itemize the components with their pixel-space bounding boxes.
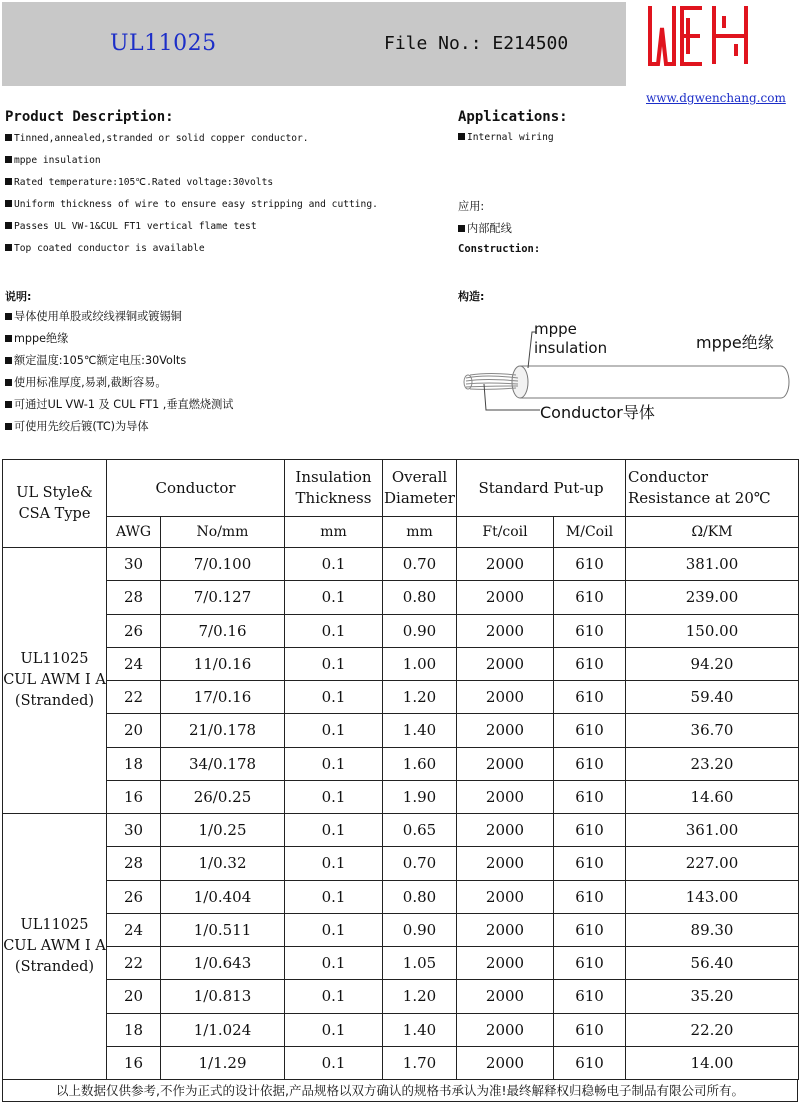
insulation-cell: 0.1 [285,681,383,714]
list-item: Tinned,annealed,stranded or solid copper conductor. [5,131,378,153]
insulation-cell: 0.1 [285,647,383,680]
resistance-cell: 94.20 [626,647,799,680]
conductor-label: Conductor导体 [540,403,655,422]
strand-cell: 1/1.29 [161,1046,285,1079]
bullet-icon [458,225,465,232]
ft-coil-cell: 2000 [457,714,554,747]
strand-cell: 1/0.32 [161,847,285,880]
m-coil-cell: 610 [554,714,626,747]
table-row [3,548,799,581]
product-description-title: Product Description: [5,109,174,125]
awg-cell: 16 [107,780,161,813]
bullet-icon [5,313,12,320]
awg-cell: 30 [107,814,161,847]
wire-construction-diagram [456,318,796,428]
m-coil-cell: 610 [554,913,626,946]
bullet-icon [5,200,12,207]
ins-unit: mm [285,517,383,548]
resistance-cell: 150.00 [626,614,799,647]
resistance-cell: 35.20 [626,980,799,1013]
insulation-cell: 0.1 [285,747,383,780]
resistance-cell: 14.60 [626,780,799,813]
table-row [3,880,799,913]
ft-coil-cell: 2000 [457,681,554,714]
awg-cell: 30 [107,548,161,581]
table-row [3,581,799,614]
awg-cell: 20 [107,980,161,1013]
list-item: mppe绝缘 [5,331,233,353]
strand-cell: 7/0.127 [161,581,285,614]
ohm-unit: Ω/KM [626,517,799,548]
resistance-cell: 89.30 [626,913,799,946]
applications-title-cn: 应用: [458,200,485,213]
application-item-cn: 内部配线 [458,220,512,236]
diameter-cell: 1.60 [383,747,457,780]
diameter-cell: 0.90 [383,614,457,647]
m-coil-cell: 610 [554,947,626,980]
insulation-cell: 0.1 [285,548,383,581]
list-item: 可通过UL VW-1 及 CUL FT1 ,垂直燃烧测试 [5,397,233,419]
strand-cell: 1/0.404 [161,880,285,913]
diameter-cell: 1.40 [383,714,457,747]
strand-cell: 1/0.511 [161,913,285,946]
awg-cell: 26 [107,880,161,913]
diameter-cell: 1.70 [383,1046,457,1079]
ft-coil-cell: 2000 [457,1013,554,1046]
ft-coil-cell: 2000 [457,647,554,680]
website-link[interactable]: www.dgwenchang.com [646,91,786,105]
awg-cell: 22 [107,947,161,980]
bullet-icon [5,244,12,251]
m-coil-cell: 610 [554,1013,626,1046]
bullet-icon [5,222,12,229]
ft-unit: Ft/coil [457,517,554,548]
insulation-cell: 0.1 [285,980,383,1013]
insulation-label: mppe insulation [534,320,608,357]
m-coil-cell: 610 [554,747,626,780]
table-row [3,1013,799,1046]
strand-cell: 1/1.024 [161,1013,285,1046]
m-coil-cell: 610 [554,581,626,614]
table-body [3,548,799,1080]
ft-coil-cell: 2000 [457,581,554,614]
insulation-cell: 0.1 [285,714,383,747]
table-row [3,780,799,813]
insulation-label-cn: mppe绝缘 [696,333,774,352]
diameter-cell: 0.80 [383,581,457,614]
description-title-cn: 说明: [5,290,32,303]
awg-cell: 18 [107,1013,161,1046]
list-item: Passes UL VW-1&CUL FT1 vertical flame test [5,219,378,241]
resistance-cell: 227.00 [626,847,799,880]
m-coil-cell: 610 [554,614,626,647]
ft-coil-cell: 2000 [457,1046,554,1079]
table-row [3,947,799,980]
bullet-icon [5,134,12,141]
header-row [3,460,799,517]
list-item: 可使用先绞后镀(TC)为导体 [5,419,233,441]
insulation-cell: 0.1 [285,847,383,880]
awg-cell: 24 [107,913,161,946]
m-coil-cell: 610 [554,780,626,813]
strand-cell: 34/0.178 [161,747,285,780]
ft-coil-cell: 2000 [457,747,554,780]
resistance-cell: 56.40 [626,947,799,980]
table-row [3,980,799,1013]
resistance-cell: 381.00 [626,548,799,581]
strand-cell: 21/0.178 [161,714,285,747]
list-item: Uniform thickness of wire to ensure easy stripping and cutting. [5,197,378,219]
resistance-cell: 23.20 [626,747,799,780]
putup-header: Standard Put-up [457,460,626,517]
strand-cell: 1/0.643 [161,947,285,980]
conductor-header: Conductor [107,460,285,517]
awg-cell: 28 [107,847,161,880]
insulation-cell: 0.1 [285,780,383,813]
ft-coil-cell: 2000 [457,548,554,581]
resistance-cell: 143.00 [626,880,799,913]
table-row [3,647,799,680]
diameter-cell: 0.65 [383,814,457,847]
m-coil-cell: 610 [554,847,626,880]
insulation-cell: 0.1 [285,1013,383,1046]
strand-cell: 7/0.100 [161,548,285,581]
list-item: 使用标准厚度,易剥,截断容易。 [5,375,233,397]
m-coil-cell: 610 [554,647,626,680]
table-row [3,814,799,847]
bullet-icon [458,133,465,140]
awg-cell: 22 [107,681,161,714]
diameter-cell: 1.20 [383,980,457,1013]
description-list-cn [5,309,233,441]
table-row [3,747,799,780]
units-row [3,517,799,548]
resistance-header: Conductor Resistance at 20℃ [626,460,799,517]
bullet-icon [5,357,12,364]
bullet-icon [5,156,12,163]
bullet-icon [5,178,12,185]
insulation-cell: 0.1 [285,1046,383,1079]
construction-title: Construction: [458,243,541,255]
spec-table [2,459,799,1080]
resistance-cell: 239.00 [626,581,799,614]
table-row [3,1046,799,1079]
product-description-list [5,131,378,263]
insulation-cell: 0.1 [285,814,383,847]
ft-coil-cell: 2000 [457,780,554,813]
awg-cell: 24 [107,647,161,680]
m-coil-cell: 610 [554,548,626,581]
m-coil-cell: 610 [554,1046,626,1079]
construction-title-cn: 构造: [458,290,485,303]
ft-coil-cell: 2000 [457,880,554,913]
diameter-cell: 1.05 [383,947,457,980]
list-item: Rated temperature:105℃.Rated voltage:30volts [5,175,378,197]
m-coil-cell: 610 [554,880,626,913]
dia-unit: mm [383,517,457,548]
ft-coil-cell: 2000 [457,947,554,980]
list-item: mppe insulation [5,153,378,175]
m-coil-cell: 610 [554,681,626,714]
insulation-cell: 0.1 [285,947,383,980]
diameter-cell: 1.90 [383,780,457,813]
awg-cell: 16 [107,1046,161,1079]
strand-cell: 1/0.25 [161,814,285,847]
awg-cell: 20 [107,714,161,747]
insulation-cell: 0.1 [285,581,383,614]
bullet-icon [5,379,12,386]
diameter-cell: 0.80 [383,880,457,913]
list-item: 额定温度:105℃额定电压:30Volts [5,353,233,375]
strand-cell: 26/0.25 [161,780,285,813]
company-logo [644,2,758,70]
style-cell: UL11025 CUL AWM I A (Stranded) [3,548,107,814]
strand-cell: 17/0.16 [161,681,285,714]
m-coil-cell: 610 [554,814,626,847]
awg-unit: AWG [107,517,161,548]
table-row [3,714,799,747]
nomm-unit: No/mm [161,517,285,548]
list-item: Top coated conductor is available [5,241,378,263]
ft-coil-cell: 2000 [457,980,554,1013]
bullet-icon [5,335,12,342]
diameter-cell: 1.20 [383,681,457,714]
footer-disclaimer: 以上数据仅供参考,不作为正式的设计依据,产品规格以双方确认的规格书承认为准!最终解释权归稳畅电子制品有限公司所有。 [2,1080,798,1102]
diameter-cell: 0.70 [383,548,457,581]
diameter-cell: 0.70 [383,847,457,880]
strand-cell: 11/0.16 [161,647,285,680]
application-item: Internal wiring [458,132,554,143]
ft-coil-cell: 2000 [457,814,554,847]
table-row [3,681,799,714]
overall-header: Overall Diameter [383,460,457,517]
awg-cell: 26 [107,614,161,647]
diameter-cell: 0.90 [383,913,457,946]
file-number: File No.: E214500 [384,33,569,54]
awg-cell: 28 [107,581,161,614]
insulation-cell: 0.1 [285,913,383,946]
insulation-cell: 0.1 [285,880,383,913]
table-row [3,847,799,880]
strand-cell: 7/0.16 [161,614,285,647]
diameter-cell: 1.00 [383,647,457,680]
table-row [3,614,799,647]
ft-coil-cell: 2000 [457,913,554,946]
style-cell: UL11025 CUL AWM I A (Stranded) [3,814,107,1080]
m-coil-cell: 610 [554,980,626,1013]
ft-coil-cell: 2000 [457,614,554,647]
diameter-cell: 1.40 [383,1013,457,1046]
awg-cell: 18 [107,747,161,780]
applications-title: Applications: [458,109,568,125]
list-item: 导体使用单股或绞线裸铜或镀锡铜 [5,309,233,331]
insulation-cell: 0.1 [285,614,383,647]
strand-cell: 1/0.813 [161,980,285,1013]
ft-coil-cell: 2000 [457,847,554,880]
resistance-cell: 361.00 [626,814,799,847]
resistance-cell: 14.00 [626,1046,799,1079]
bullet-icon [5,423,12,430]
resistance-cell: 22.20 [626,1013,799,1046]
m-unit: M/Coil [554,517,626,548]
bullet-icon [5,401,12,408]
resistance-cell: 36.70 [626,714,799,747]
table-row [3,913,799,946]
resistance-cell: 59.40 [626,681,799,714]
insulation-header: Insulation Thickness [285,460,383,517]
model-title: UL11025 [110,31,217,56]
style-header: UL Style& CSA Type [3,460,107,548]
